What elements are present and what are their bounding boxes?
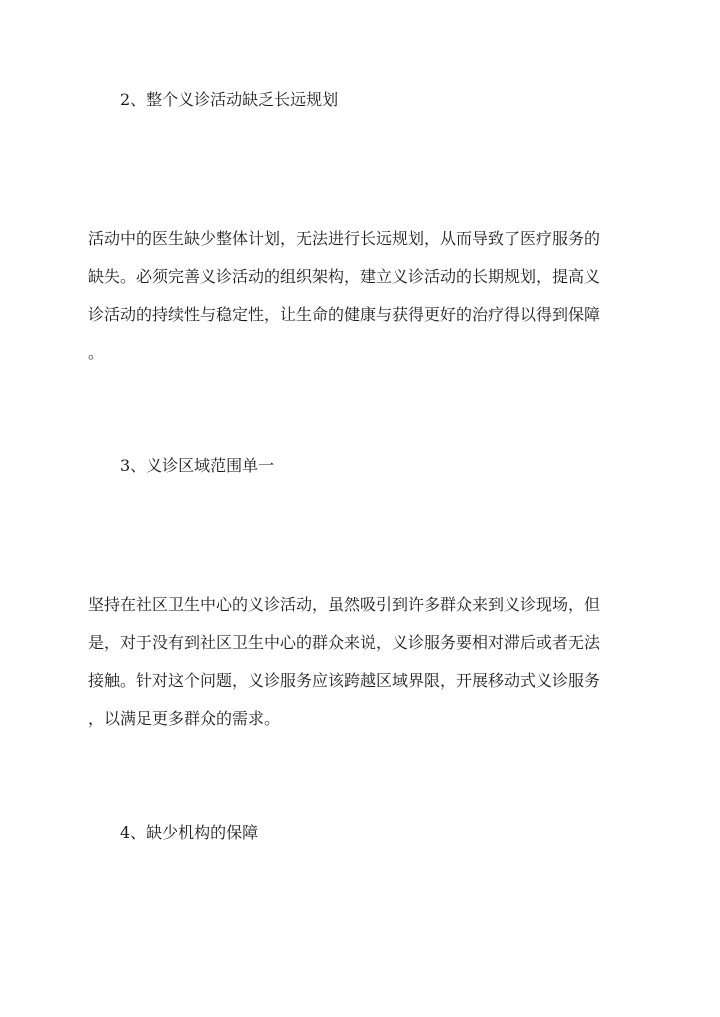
paragraph-line: 诊活动的持续性与稳定性，让生命的健康与获得更好的治疗得以得到保障 <box>88 305 601 324</box>
paragraph-line: 活动中的医生缺少整体计划，无法进行长远规划，从而导致了医疗服务的 <box>88 229 601 248</box>
paragraph-line: 。 <box>88 343 105 362</box>
section-heading-2: 2、整个义诊活动缺乏长远规划 <box>120 90 339 109</box>
paragraph-line: 是，对于没有到社区卫生中心的群众来说，义诊服务要相对滞后或者无法 <box>88 633 601 652</box>
paragraph-line: ，以满足更多群众的需求。 <box>88 709 281 728</box>
paragraph-line: 缺失。必须完善义诊活动的组织架构，建立义诊活动的长期规划，提高义 <box>88 267 601 286</box>
paragraph-line: 坚持在社区卫生中心的义诊活动，虽然吸引到许多群众来到义诊现场，但 <box>88 595 601 614</box>
section-heading-3: 3、义诊区域范围单一 <box>120 456 275 475</box>
section-paragraph-2 <box>88 229 636 381</box>
section-paragraph-3 <box>88 595 636 747</box>
paragraph-line: 接触。针对这个问题，义诊服务应该跨越区域界限，开展移动式义诊服务 <box>88 671 601 690</box>
section-heading-4: 4、缺少机构的保障 <box>120 823 259 842</box>
